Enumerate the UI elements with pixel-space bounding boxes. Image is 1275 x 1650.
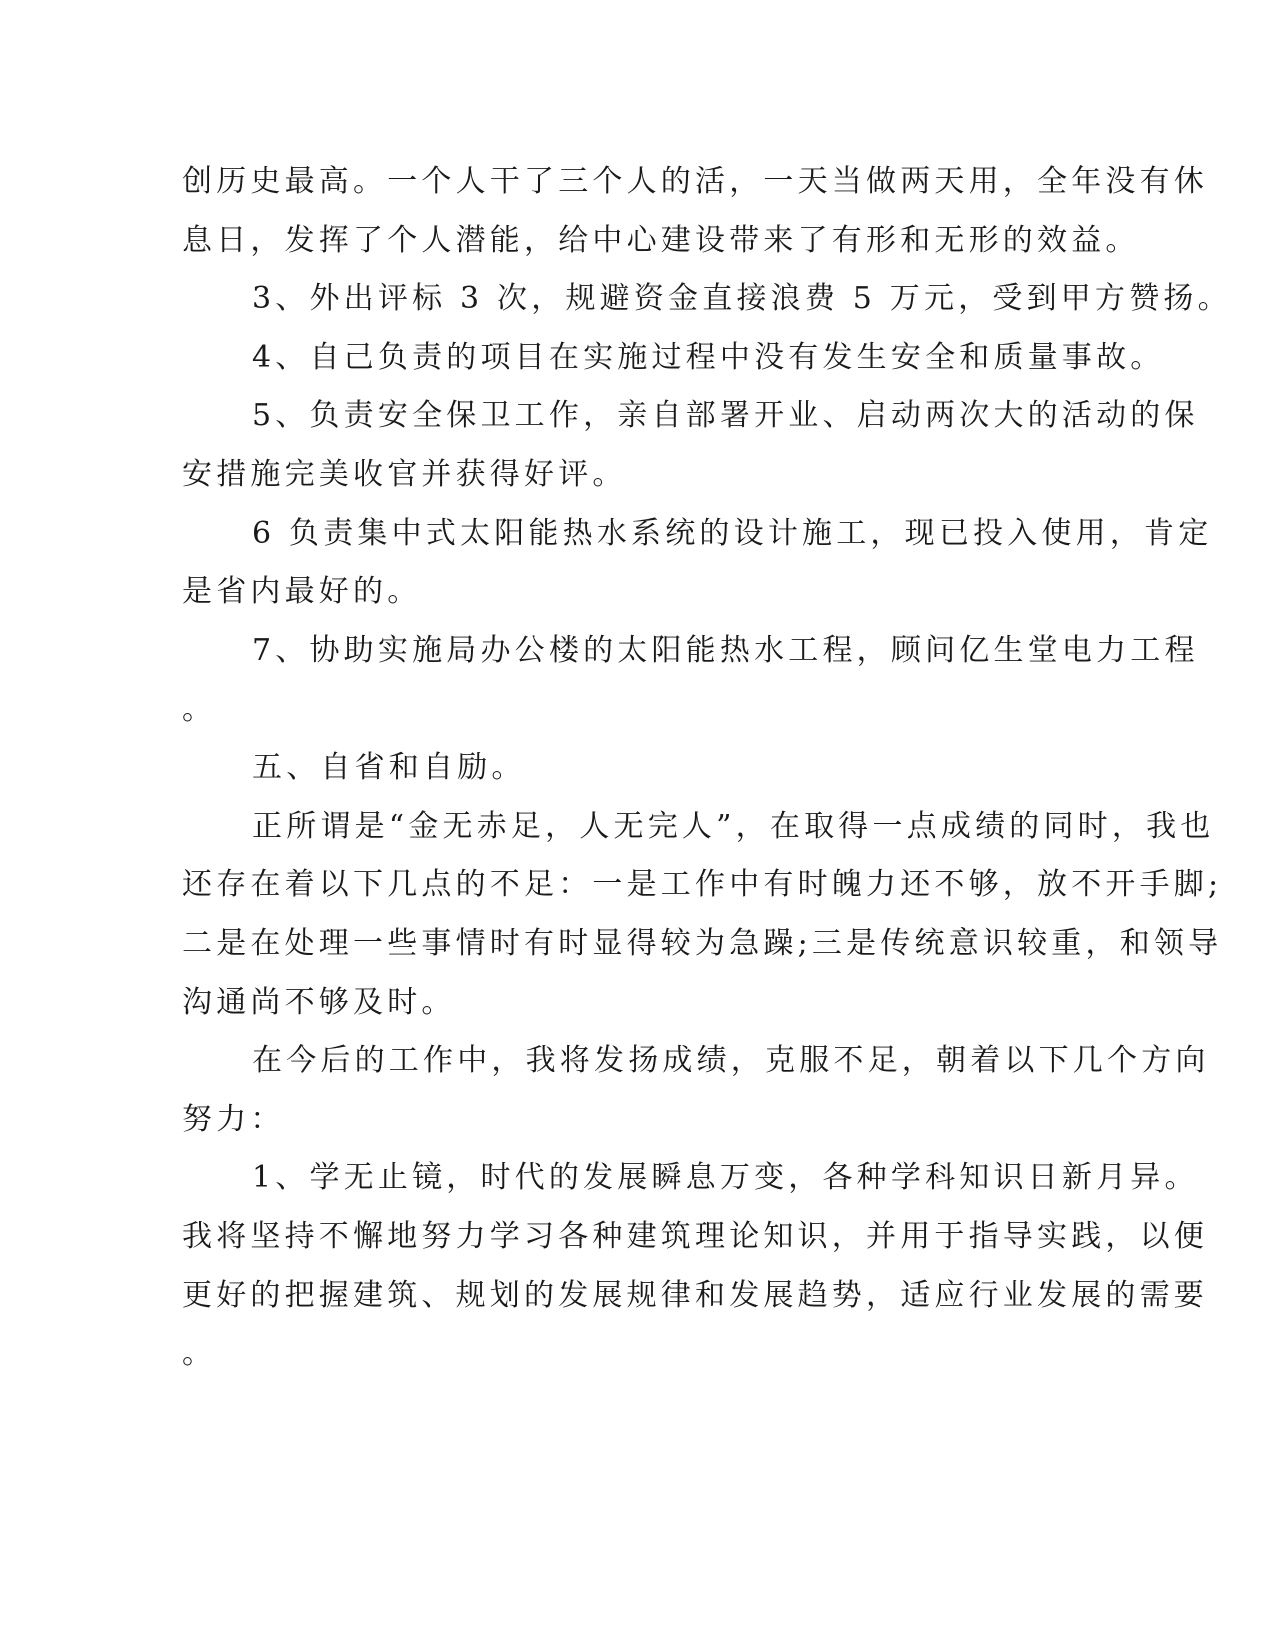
text-line: 沟通尚不够及时。 <box>182 985 456 1020</box>
text-line: 创历史最高。一个人干了三个人的活，一天当做两天用，全年没有休 <box>182 164 1208 199</box>
list-item: 6 负责集中式太阳能热水系统的设计施工，现已投入使用，肯定 <box>252 516 1213 551</box>
text-line: 二是在处理一些事情时有时显得较为急躁;三是传统意识较重，和领导 <box>182 926 1223 961</box>
text-line: 我将坚持不懈地努力学习各种建筑理论知识，并用于指导实践，以便 <box>182 1219 1208 1254</box>
list-item: 3、外出评标 3 次，规避资金直接浪费 5 万元，受到甲方赞扬。 <box>252 281 1232 316</box>
section-heading: 五、自省和自励。 <box>252 750 526 785</box>
list-item: 1、学无止镜，时代的发展瞬息万变，各种学科知识日新月异。 <box>252 1160 1199 1195</box>
list-item: 5、负责安全保卫工作，亲自部署开业、启动两次大的活动的保 <box>252 398 1199 433</box>
paragraph-line: 正所谓是“金无赤足，人无完人”，在取得一点成绩的同时，我也 <box>252 809 1215 844</box>
list-item: 7、协助实施局办公楼的太阳能热水工程，顾问亿生堂电力工程 <box>252 633 1199 668</box>
text-line: 更好的把握建筑、规划的发展规律和发展趋势，适应行业发展的需要 <box>182 1278 1208 1313</box>
text-line: 息日，发挥了个人潜能，给中心建设带来了有形和无形的效益。 <box>182 223 1140 258</box>
text-line: 。 <box>182 1336 217 1371</box>
text-line: 安措施完美收官并获得好评。 <box>182 457 627 492</box>
text-line: 。 <box>182 692 217 727</box>
text-line: 是省内最好的。 <box>182 574 422 609</box>
text-line: 努力： <box>182 1102 285 1137</box>
list-item: 4、自己负责的项目在实施过程中没有发生安全和质量事故。 <box>252 340 1165 375</box>
paragraph-line: 在今后的工作中，我将发扬成绩，克服不足，朝着以下几个方向 <box>252 1043 1210 1078</box>
text-line: 还存在着以下几点的不足：一是工作中有时魄力还不够，放不开手脚; <box>182 867 1223 902</box>
